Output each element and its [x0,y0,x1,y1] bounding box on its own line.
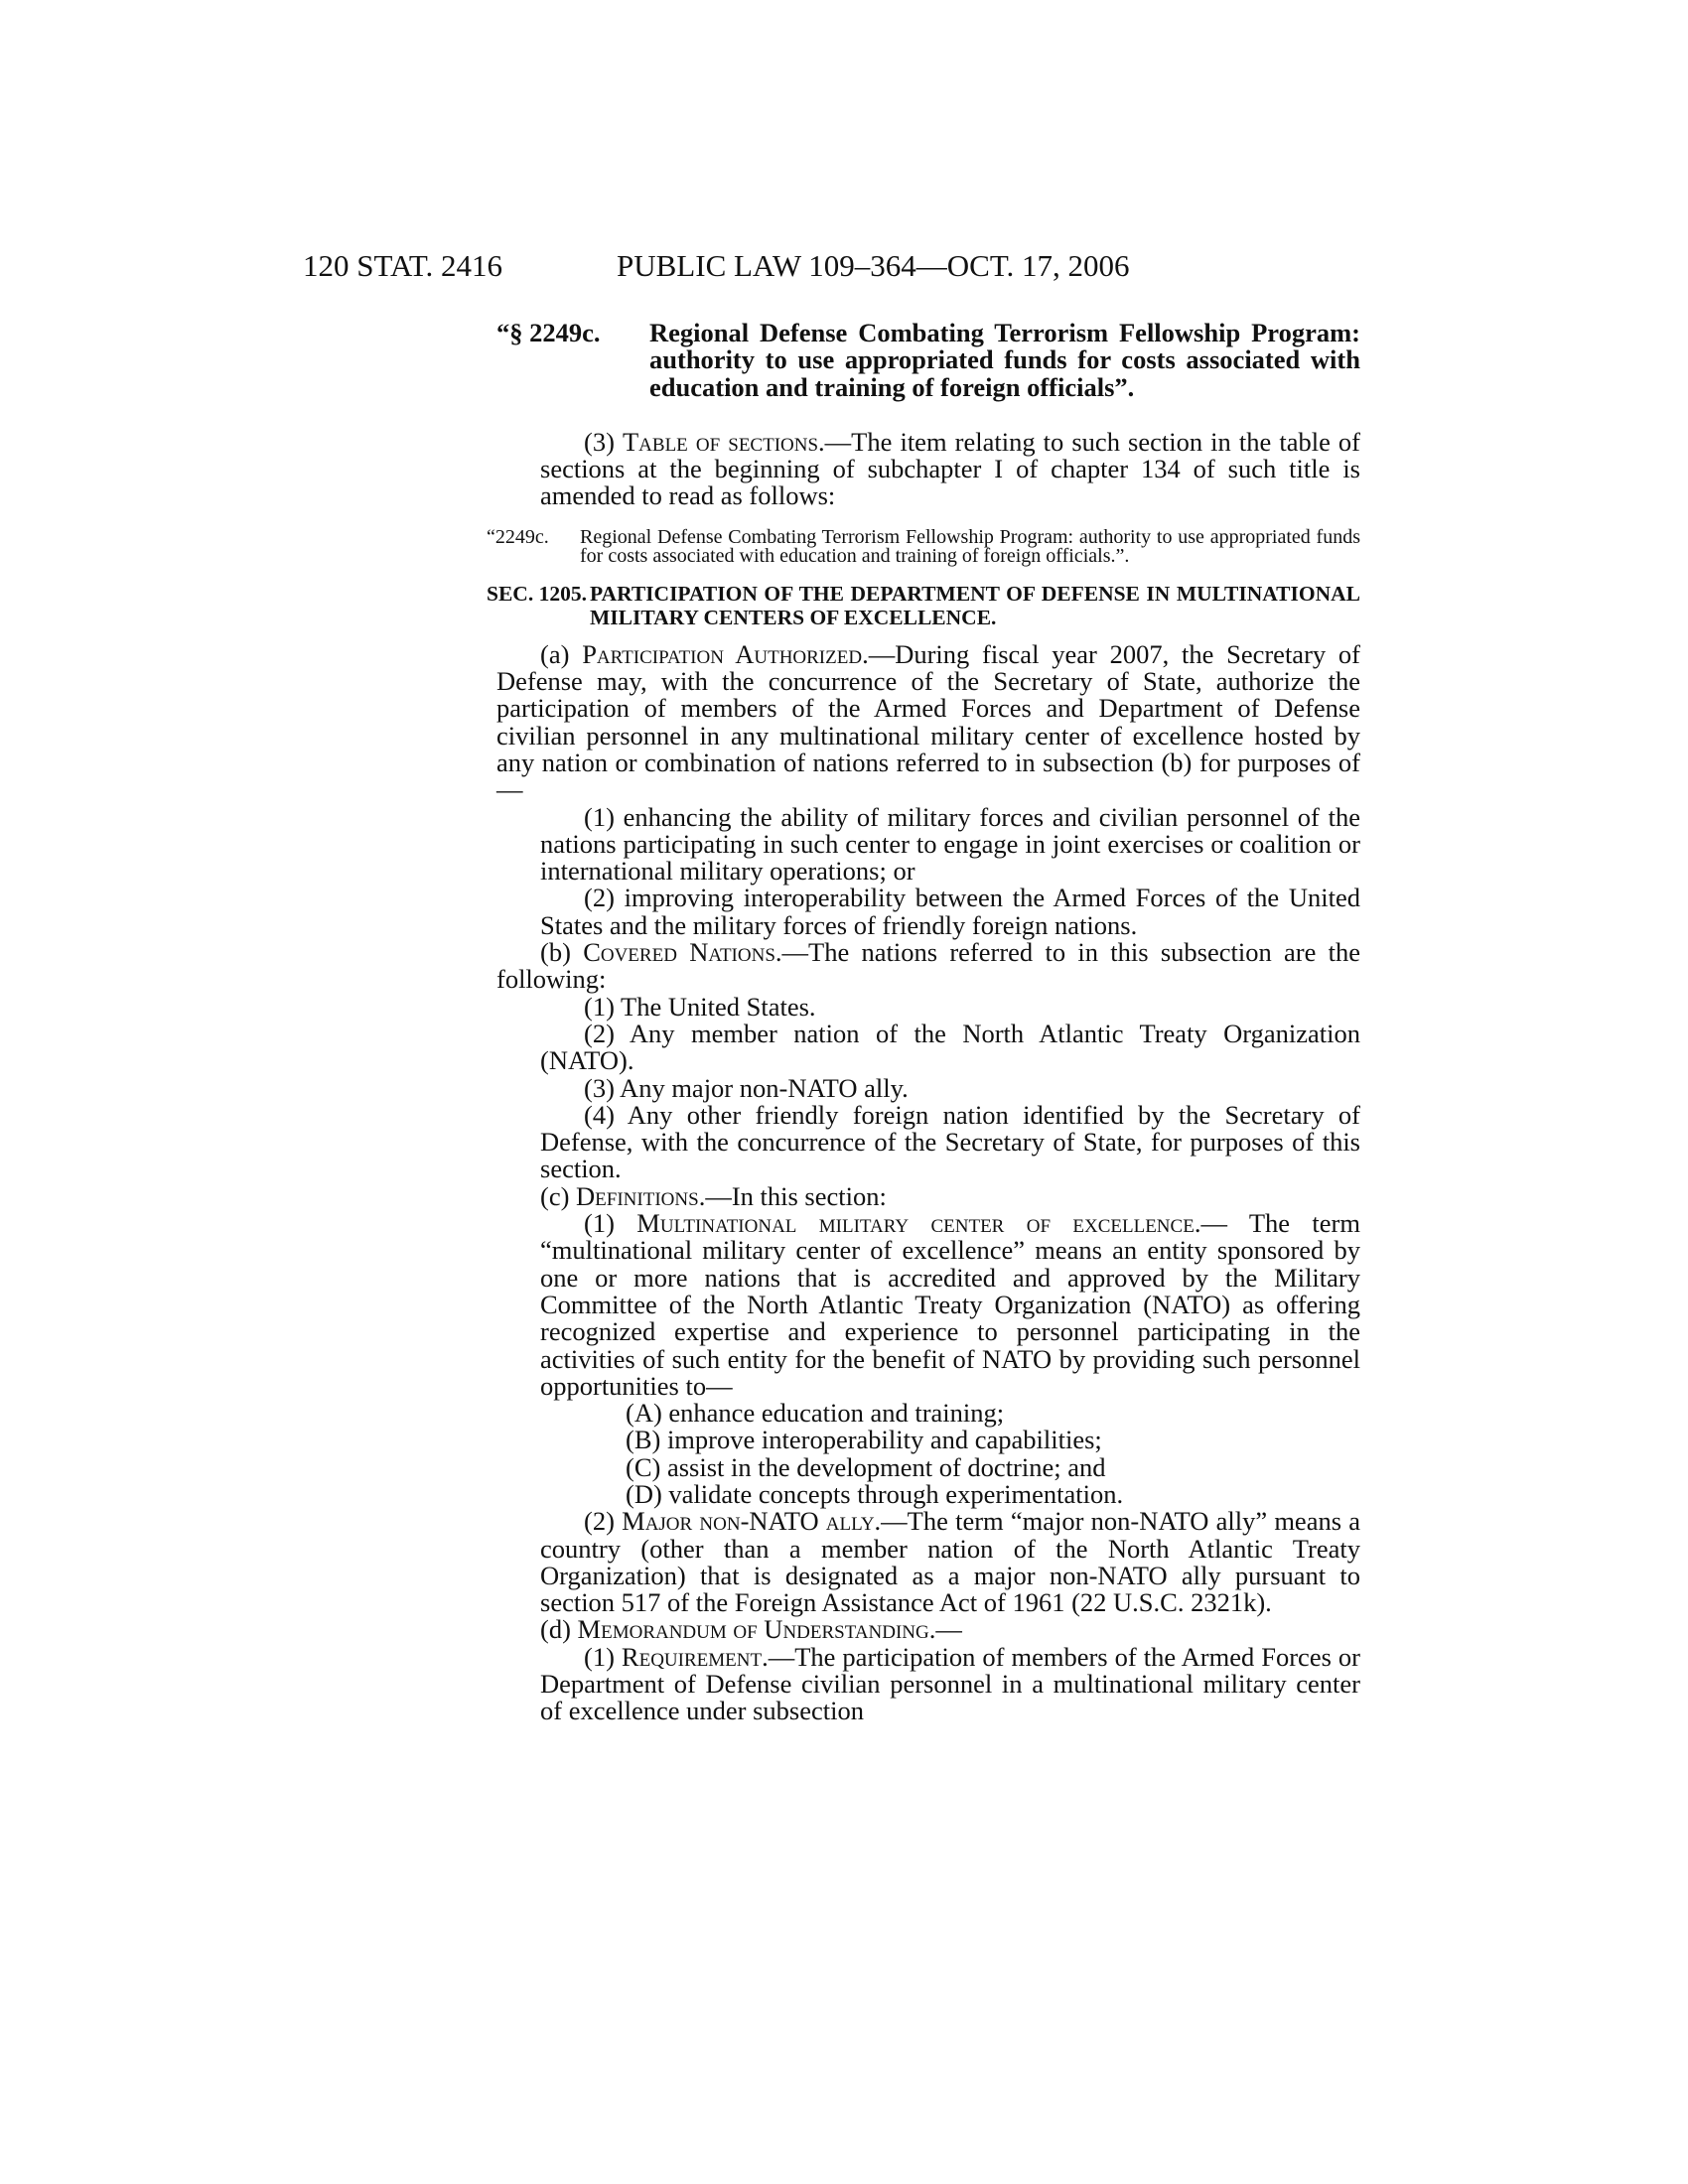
subsection-a [496,638,1360,805]
section-1205-heading [487,582,1360,629]
paragraph-caption: Table of sections [623,426,819,457]
subsection-caption: Participation Authorized [582,638,863,669]
clause-c-1-b: (B) improve interoperability and capabilities; [626,1425,1102,1455]
clause-c-1-a: (A) enhance education and training; [626,1398,1005,1429]
paragraph-caption: Major non-NATO ally [622,1506,875,1537]
paragraph-lead: (3) [584,426,623,457]
subsection-text: .— [928,1614,962,1645]
section-title: Regional Defense Combating Terrorism Fellowship Program: authority to use appropriated funds for costs associated with education and training of foreign officials”. [649,318,1360,402]
paragraph-b-2: (2) Any member nation of the North Atlantic Treaty Organization (NATO). [540,1018,1360,1076]
toc-entry-number: “2249c. [487,525,549,548]
section-2249c-heading [496,320,1360,401]
subsection-lead: (b) [540,937,584,968]
paragraph-caption: Requirement [621,1641,763,1672]
subsection-d [496,1616,1360,1643]
subsection-b [496,939,1360,994]
page-header [303,249,1360,285]
subsection-lead: (a) [540,638,583,669]
paragraph-lead: (1) [584,1208,637,1239]
toc-entry [487,525,1360,567]
subsection-caption: Covered Nations [583,937,775,968]
paragraph-lead: (1) [584,1641,622,1672]
paragraph-c-2 [496,1508,1360,1616]
paragraph-b-4: (4) Any other friendly foreign nation identified by the Secretary of Defense, with the concurrence of the Secretary of State, for purposes of this section. [540,1099,1360,1184]
paragraph-text: .— The term “multinational military center of excellence” means an entity sponsored by one or more nations that is accredited and approved by the Military Committee of the North Atlantic Treaty Organization (NATO) as offering recognized expertise and experience to personnel participating in the activities of such entity for the benefit of NATO by providing such personnel opportunities to— [540,1208,1360,1401]
paragraph-text: .—The item relating to such section in the table of sections at the beginning of subchapter I of chapter 134 of such title is amended to read as follows: [540,426,1361,511]
subsection-c [496,1180,1360,1211]
statute-page-number: 120 STAT. 2416 [303,248,503,283]
paragraph-a-2: (2) improving interoperability between the Armed Forces of the United States and the military forces of friendly foreign nations. [540,883,1360,940]
table-of-sections-paragraph [540,426,1361,511]
section-number: SEC. 1205. [487,581,587,606]
paragraph-text: .—The term “major non-NATO ally” means a country (other than a member nation of the North Atlantic Treaty Organization) that is designated as a major non-NATO ally pursuant to section 517 of the Foreign Assistance Act of 1961 (22 U.S.C. 2321k). [540,1506,1360,1618]
public-law-citation: PUBLIC LAW 109–364—OCT. 17, 2006 [617,248,1130,283]
subsection-caption: Memorandum of Understanding [577,1614,929,1645]
paragraph-a-1: (1) enhancing the ability of military forces and civilian personnel of the nations participating in such center to engage in joint exercises or coalition or international military operations; or [540,801,1360,887]
clause-c-1-c: (C) assist in the development of doctrine; and [626,1451,1106,1482]
section-number: “§ 2249c. [496,318,601,347]
subsection-text: .—The nations referred to in this subsection are the following: [496,937,1360,995]
paragraph-caption: Multinational military center of excellence [636,1208,1195,1239]
section-title: PARTICIPATION OF THE DEPARTMENT OF DEFENSE IN MULTINATIONAL MILITARY CENTERS OF EXCELLENCE. [590,581,1360,629]
subsection-lead: (c) [540,1180,577,1211]
clause-c-1-d: (D) validate concepts through experimentation. [626,1478,1124,1509]
subsection-text: .—In this section: [698,1180,887,1211]
toc-entry-text: Regional Defense Combating Terrorism Fellowship Program: authority to use appropriated funds for costs associated with education and training of foreign officials.”. [580,525,1360,567]
paragraph-b-1: (1) The United States. [584,991,816,1022]
paragraph-c-1 [496,1210,1360,1400]
subsection-text: .—During fiscal year 2007, the Secretary of Defense may, with the concurrence of the Secretary of State, authorize the participation of members of the Armed Forces and Department of Defense civilian personnel in any multinational military center of excellence hosted by any nation or combination of nations referred to in subsection (b) for purposes of— [496,638,1360,805]
paragraph-text: .—The participation of members of the Armed Forces or Department of Defense civilian personnel in a multinational military center of excellence under subsection [540,1641,1360,1726]
subsection-lead: (d) [540,1614,578,1645]
document-body [487,318,1361,1726]
subsection-caption: Definitions [576,1180,699,1211]
paragraph-lead: (2) [584,1506,623,1537]
paragraph-d-1 [496,1641,1360,1726]
paragraph-b-3: (3) Any major non-NATO ally. [584,1072,909,1103]
